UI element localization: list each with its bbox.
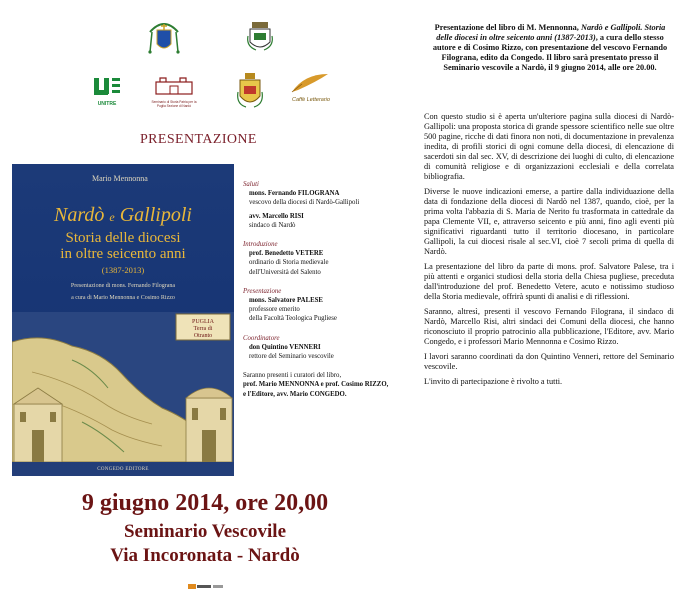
church-right-facade [186, 388, 232, 462]
cover-title-a: Nardò [54, 204, 105, 226]
announcement-body [424, 112, 674, 392]
presentazione-label: Presentazione [243, 287, 282, 295]
cover-title-b: Gallipoli [119, 204, 192, 226]
intro-label: Introduzione [243, 241, 278, 249]
cover-dates: (1387-2013) [101, 265, 145, 275]
building-icon [150, 76, 198, 96]
cover-curators: a cura di Mario Mennonna e Cosimo Rizzo [71, 295, 175, 301]
note-line-2-text: prof. Mario MENNONNA e prof. Cosimo RIZZO, [243, 381, 389, 389]
map-label-3: Otranto [193, 333, 213, 339]
city-coat-of-arms-icon [246, 20, 274, 54]
saluti-1-role: vescovo della diocesi di Nardò-Gallipoli [249, 199, 360, 207]
cover-title [12, 204, 234, 227]
lead-book-title: Nardò e Gallipoli. Storia delle diocesi in oltre seicento anni (1387-2013) [436, 23, 666, 42]
quill-icon [288, 72, 334, 94]
cover-subtitle-2: in oltre seicento anni [60, 246, 186, 262]
coord-role: rettore del Seminario vescovile [249, 353, 334, 361]
intro-name-text: prof. Benedetto VETERE [249, 250, 324, 258]
pres-role-2: della Facoltà Teologica Pugliese [249, 315, 337, 323]
saluti-2-role: sindaco di Nardò [249, 221, 296, 229]
unitre-logo [92, 76, 122, 106]
municipal-crest-icon [236, 72, 264, 110]
book-cover [12, 164, 234, 476]
saluti-2-name [243, 212, 408, 221]
bishop-coat-of-arms-icon [146, 18, 182, 56]
note-line-1: Saranno presenti i curatori del libro, [243, 372, 342, 380]
saluti-1-name-text: mons. Fernando FILOGRANA [249, 190, 340, 198]
saluti-1-name [243, 189, 408, 198]
announcement-lead [426, 23, 674, 73]
unitre-logo-icon [92, 76, 122, 98]
event-date-time: 9 giugno 2014, ore 20,00 [81, 490, 329, 516]
note-line-3-text: e l'Editore, avv. Mario CONGEDO. [243, 390, 347, 398]
caffe-letterario-logo [288, 72, 334, 112]
cover-author: Mario Mennonna [92, 174, 148, 183]
footer-sponsor-logo [188, 584, 228, 589]
cover-map-illustration [12, 312, 234, 462]
cover-subtitle-1: Storia delle diocesi [65, 230, 181, 246]
cover-title-e: e [109, 210, 115, 224]
pres-name-text: mons. Salvatore PALESE [249, 297, 323, 305]
lead-part-2: , a cura dello stesso autore e di Cosimo Rizzo, con presentazione del vescovo Fernando Filograna, edito da Congedo. Il libro sarà presentato presso il Seminario vescovile a Nardò, il 9 giugno 2014, alle ore 20.00. [432, 33, 668, 72]
coord-name [243, 343, 408, 352]
note-line-3 [243, 390, 408, 399]
coord-label: Coordinatore [243, 334, 280, 342]
map-label-1: PUGLIA [192, 319, 214, 325]
announcement-text-column [420, 0, 675, 600]
church-left-facade [14, 388, 62, 462]
seminario-storia-patria-logo [150, 76, 198, 106]
body-paragraph-5: I lavori saranno coordinati da don Quintino Venneri, rettore del Seminario vescovile. [424, 352, 674, 371]
note-line-2 [243, 380, 408, 389]
pres-name [243, 296, 408, 305]
caffe-letterario-label: Caffè Letterario [292, 97, 330, 103]
intro-name [243, 249, 408, 258]
body-paragraph-4: Saranno, altresì, presenti il vescovo Fernando Filograna, il sindaco di Nardò, Marcello Risi, altri sindaci dei Comuni della diocesi, che hanno riconosciuto il proprio patrocinio alla pubblicazione, l'Editore, avv. Mario Congedo, e i professori Mario Mennonna e Cosimo Rizzo. [424, 307, 674, 346]
saluti-2-name-text: avv. Marcello RISI [249, 212, 304, 220]
body-paragraph-2: Diverse le nuove indicazioni emerse, a partire dalla individuazione della data di fondazione della diocesi di Nardò nel 1387, quando, cioè, per la prima volta l'abbazia di S. Maria de Nerito fu trasformata in cattedrale da papa Clemente VII, e, attraverso seicento e più anni, fino agli eventi più significativi riguardanti tutto il territorio diocesano, in particolare Gallipoli, la cui diocesi risale al sec.VI, cioè 7 secoli prima di quella di Nardò. [424, 187, 674, 256]
program-list [243, 180, 408, 399]
cover-publisher: CONGEDO EDITORE [97, 467, 149, 472]
event-address: Via Incoronata - Nardò [110, 545, 300, 566]
presentation-heading: PRESENTAZIONE [140, 132, 257, 147]
cover-presentation: Presentazione di mons. Fernando Filograna [70, 283, 176, 289]
body-paragraph-6: L'invito di partecipazione è rivolto a tutti. [424, 377, 563, 386]
body-paragraph-3: La presentazione del libro da parte di mons. prof. Salvatore Palese, tra i più attenti e organici studiosi della storia della Chiesa pugliese, preceduta dall'introduzione del prof. Benedetto Vetere, acuto e notissimo studioso della Storia medievale, offrirà spunti di analisi e di riflessioni. [424, 262, 674, 301]
event-venue: Seminario Vescovile [123, 521, 287, 542]
coord-name-text: don Quintino VENNERI [249, 343, 321, 351]
map-label-2: Terra di [193, 326, 213, 332]
seminario-logo-caption: Seminario di Storia Patria per la Puglia Sezione di Nardò [151, 100, 197, 108]
intro-role-1: ordinario di Storia medievale [249, 259, 329, 267]
saluti-label: Saluti [243, 181, 259, 188]
lead-part-1: Presentazione del libro di M. Mennonna, [434, 23, 581, 32]
intro-role-2: dell'Università del Salento [249, 268, 321, 276]
unitre-label: UNITRE [97, 101, 117, 107]
pres-role-1: professore emerito [249, 306, 300, 314]
body-paragraph-1: Con questo studio si è aperta un'ulteriore pagina sulla diocesi di Nardò-Gallipoli: una proposta storica di grande spessore scientifico nelle sue oltre 500 pagine, ricche di dati finora non noti, di documentazione in prevalenza inedita, di profili storici di ogni comune della diocesi, di elencazione di sacerdoti sin dal sec. XV, di descrizione dei luoghi di culto, di elencazione di comunità religiose e di organizzazioni ecclesiali e della correlata bibliografia. [424, 112, 674, 181]
